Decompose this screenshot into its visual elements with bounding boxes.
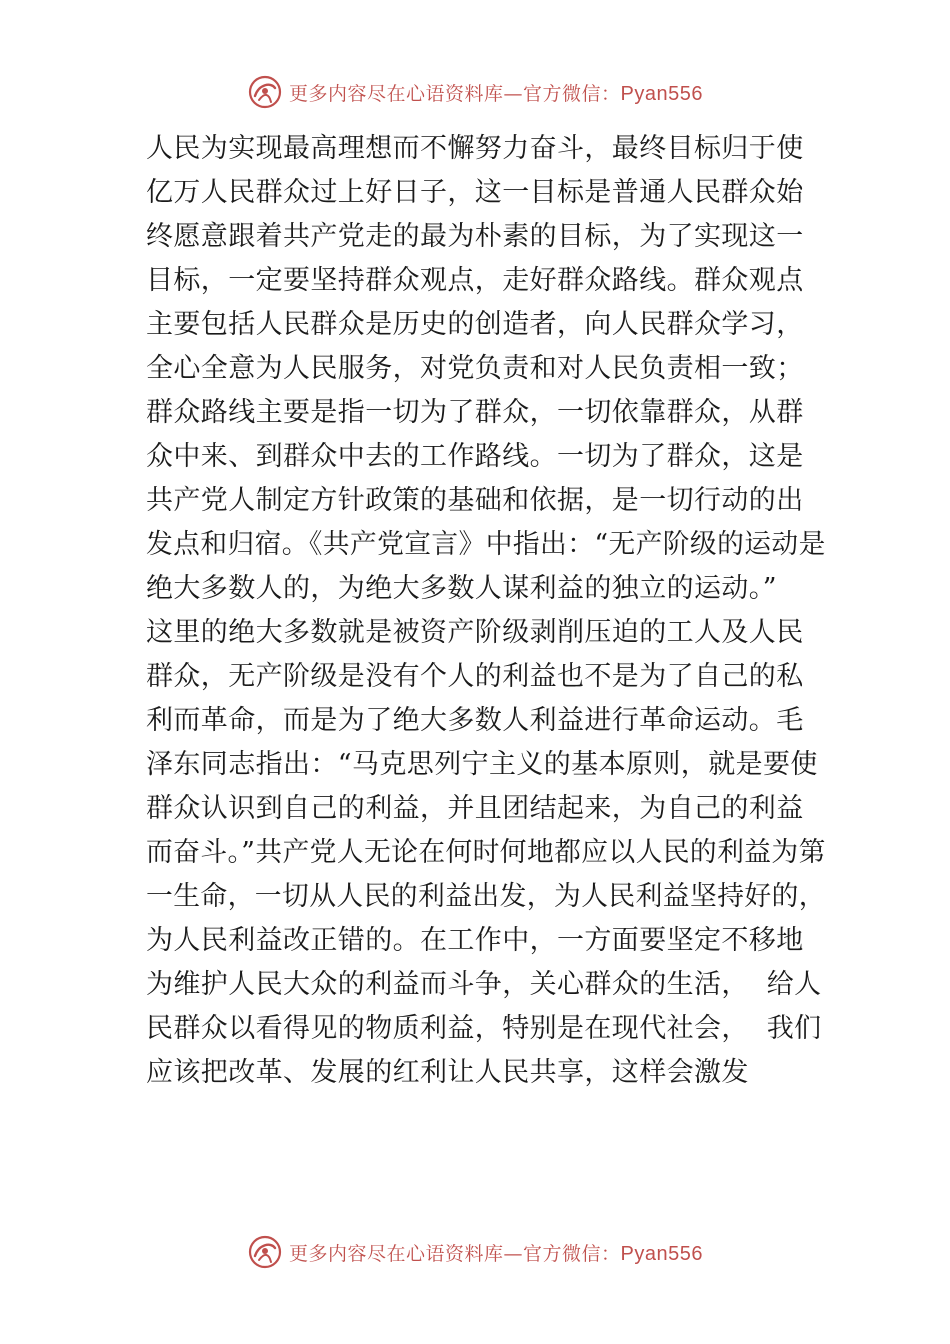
body-text-line: 利而革命，而是为了绝大多数人利益进行革命运动。毛	[146, 705, 804, 736]
banner-main-text: 更多内容尽在心语资料库	[289, 1242, 504, 1265]
body-text-line: 人民为实现最高理想而不懈努力奋斗，最终目标归于使	[146, 133, 804, 164]
body-text-line: 群众认识到自己的利益，并且团结起来，为自己的利益	[146, 793, 804, 824]
body-text-line: 发点和归宿。《共产党宣言》中指出：“无产阶级的运动是	[146, 529, 826, 560]
body-text-line: 群众，无产阶级是没有个人的利益也不是为了自己的私	[146, 661, 804, 692]
body-text-line: 绝大多数人的，为绝大多数人谋利益的独立的运动。”	[146, 573, 777, 604]
document-body	[146, 127, 826, 1095]
body-text-line: 终愿意跟着共产党走的最为朴素的目标，为了实现这一	[146, 221, 804, 252]
banner-separator: —	[503, 1242, 524, 1265]
body-text-line: 共产党人制定方针政策的基础和依据，是一切行动的出	[146, 485, 804, 516]
circle-swirl-logo-icon	[247, 1234, 283, 1270]
banner-main-text: 更多内容尽在心语资料库	[289, 82, 504, 105]
footer-banner	[0, 1232, 950, 1272]
banner-separator: —	[503, 82, 524, 105]
body-text-line: 为人民利益改正错的。在工作中，一方面要坚定不移地	[146, 925, 804, 956]
body-text-line: 亿万人民群众过上好日子，这一目标是普通人民群众始	[146, 177, 804, 208]
banner-wechat-label: 官方微信：	[523, 82, 621, 105]
body-text-line: 这里的绝大多数就是被资产阶级剥削压迫的工人及人民	[146, 617, 804, 648]
circle-swirl-logo-icon	[247, 74, 283, 110]
banner-wechat-id: Pyan556	[620, 1242, 703, 1265]
body-text-line: 众中来、到群众中去的工作路线。一切为了群众，这是	[146, 441, 804, 472]
banner-wechat-label: 官方微信：	[523, 1242, 621, 1265]
banner-wechat-id: Pyan556	[620, 82, 703, 105]
body-text-line: 为维护人民大众的利益而斗争，关心群众的生活， 给人	[146, 969, 822, 1000]
body-text-line: 应该把改革、发展的红利让人民共享，这样会激发	[146, 1057, 749, 1088]
body-text-line: 群众路线主要是指一切为了群众，一切依靠群众，从群	[146, 397, 804, 428]
body-text-line: 泽东同志指出：“马克思列宁主义的基本原则，就是要使	[146, 749, 818, 780]
body-text-line: 全心全意为人民服务，对党负责和对人民负责相一致；	[146, 353, 804, 384]
body-text-line: 主要包括人民群众是历史的创造者，向人民群众学习，	[146, 309, 804, 340]
footer-banner-text	[289, 1239, 703, 1266]
header-banner-text	[289, 79, 703, 106]
body-text-line: 目标，一定要坚持群众观点，走好群众路线。群众观点	[146, 265, 804, 296]
body-text-line: 而奋斗。”共产党人无论在何时何地都应以人民的利益为第	[146, 837, 826, 868]
header-banner	[0, 72, 950, 112]
body-text-line: 一生命，一切从人民的利益出发，为人民利益坚持好的，	[146, 881, 826, 912]
body-text-line: 民群众以看得见的物质利益，特别是在现代社会， 我们	[146, 1013, 822, 1044]
